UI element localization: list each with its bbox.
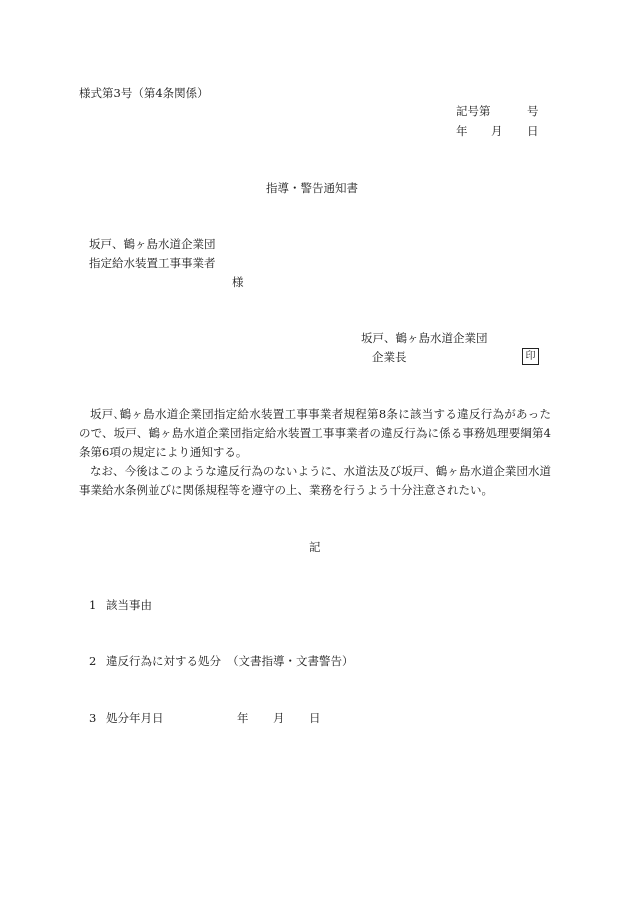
- item-3-label: 処分年月日: [106, 711, 164, 725]
- date-month: 月: [491, 124, 503, 138]
- form-label: 様式第3号（第4条関係）: [79, 86, 209, 100]
- seal-mark: 印: [522, 348, 539, 365]
- record-number-suffix: 号: [527, 104, 539, 118]
- item-3-month: 月: [273, 711, 285, 725]
- item-3-number: 3: [89, 711, 97, 725]
- item-2-note: （文書指導・文書警告）: [227, 654, 354, 668]
- item-3-year: 年: [237, 711, 249, 725]
- body-paragraph-1: 坂戸､鶴ヶ島水道企業団指定給水装置工事事業者規程第8条に該当する違反行為があったので、坂戸、鶴ヶ島水道企業団指定給水装置工事事業者の違反行為に係る事務処理要綱第4条第6項の規定により通知する。: [79, 407, 551, 459]
- item-3-day: 日: [309, 711, 321, 725]
- recipient-role: 指定給水装置工事事業者: [89, 256, 216, 270]
- page-title: 指導・警告通知書: [266, 181, 358, 195]
- record-number-prefix: 記号第: [456, 104, 491, 118]
- item-2-label: 違反行為に対する処分: [106, 654, 221, 668]
- item-2-number: 2: [89, 654, 97, 668]
- recipient-org: 坂戸、鶴ヶ島水道企業団: [89, 237, 216, 251]
- date-day: 日: [527, 124, 539, 138]
- ki-heading: 記: [309, 540, 321, 554]
- item-1-number: 1: [89, 598, 97, 612]
- body-paragraph-2: なお、今後はこのような違反行為のないように、水道法及び坂戸、鶴ヶ島水道企業団水道事業給水条例並びに関係規程等を遵守の上、業務を行うよう十分注意されたい。: [79, 464, 551, 497]
- recipient-honorific: 様: [232, 275, 244, 289]
- notice-body: [79, 405, 551, 500]
- date-year: 年: [456, 124, 468, 138]
- sender-org: 坂戸、鶴ヶ島水道企業団: [361, 331, 488, 345]
- sender-title: 企業長: [372, 350, 407, 364]
- item-1-label: 該当事由: [106, 598, 152, 612]
